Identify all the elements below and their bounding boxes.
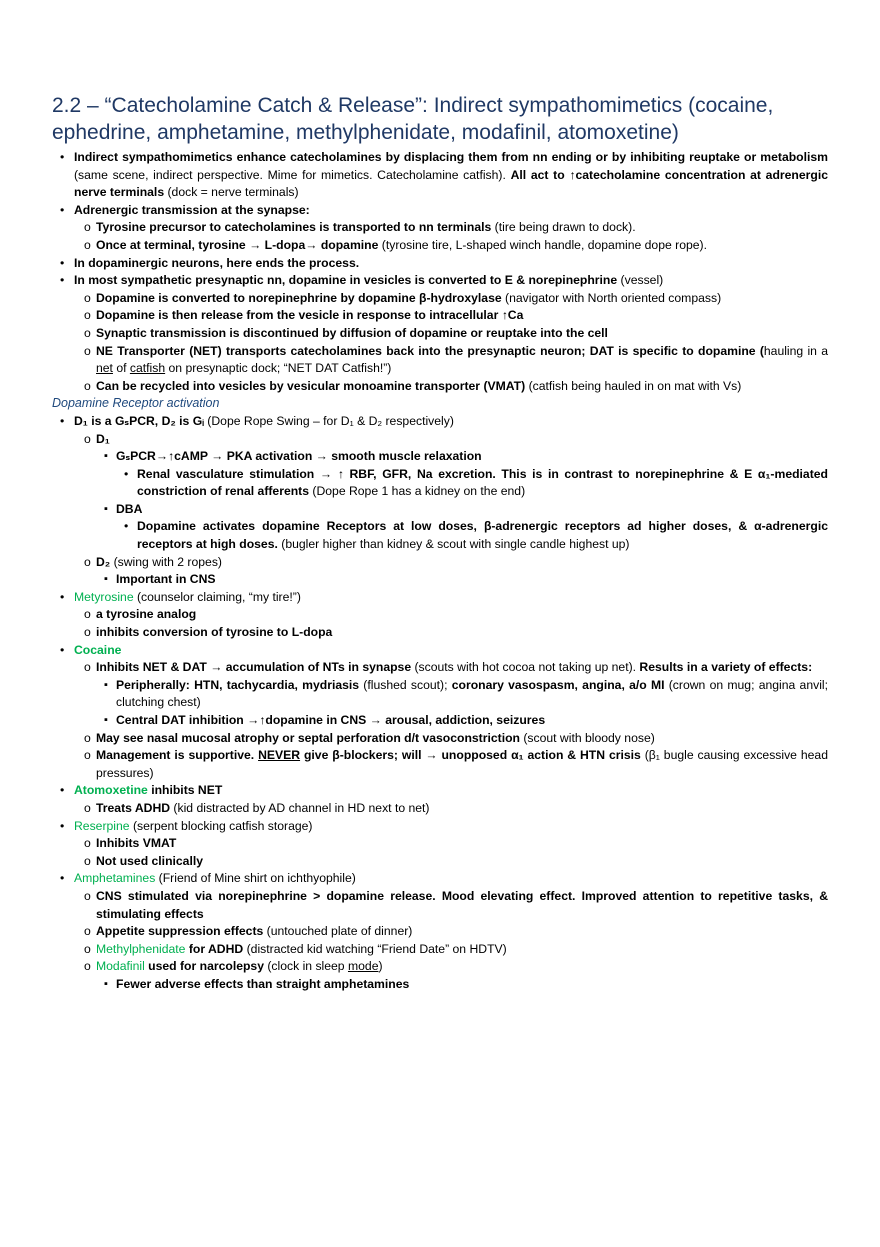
list-item: o Inhibits VMAT bbox=[52, 835, 828, 853]
list-item: o Tyrosine precursor to catecholamines is transported to nn terminals (tire being drawn to dock). bbox=[52, 219, 828, 237]
list-item: ▪ DBA bbox=[52, 501, 828, 519]
page-title: 2.2 – “Catecholamine Catch & Release”: Indirect sympathomimetics (cocaine, ephedrine, amphetamine, methylphenidate, modafinil, atomoxetine) bbox=[52, 94, 774, 144]
list-item: o Can be recycled into vesicles by vesicular monoamine transporter (VMAT) (catfish being hauled in on mat with Vs) bbox=[52, 378, 828, 396]
list-item: o May see nasal mucosal atrophy or septal perforation d/t vasoconstriction (scout with bloody nose) bbox=[52, 730, 828, 748]
list-item: o Appetite suppression effects (untouched plate of dinner) bbox=[52, 923, 828, 941]
list-item: o NE Transporter (NET) transports catecholamines back into the presynaptic neuron; DAT is specific to dopamine (hauling in a net of catfish on presynaptic dock; “NET DAT Catfish!”) bbox=[52, 343, 828, 378]
list-item: ▪ Peripherally: HTN, tachycardia, mydriasis (flushed scout); coronary vasospasm, angina, a/o MI (crown on mug; angina anvil; clutching chest) bbox=[52, 677, 828, 712]
list-item: o Management is supportive. NEVER give β-blockers; will → unopposed α₁ action & HTN crisis (β₁ bugle causing excessive head pressures) bbox=[52, 747, 828, 782]
list-item: ▪ Central DAT inhibition →↑dopamine in CNS → arousal, addiction, seizures bbox=[52, 712, 828, 730]
list-item: o D₂ (swing with 2 ropes) bbox=[52, 554, 828, 572]
list-item: • Indirect sympathomimetics enhance catecholamines by displacing them from nn ending or by inhibiting reuptake or metabolism (same scene, indirect perspective. Mime for mimetics. Catecholamine catfish). All act to ↑catecholamine concentration at adrenergic nerve terminals (dock = nerve terminals) bbox=[52, 149, 828, 202]
list-item: • D₁ is a GₛPCR, D₂ is Gᵢ (Dope Rope Swing – for D₁ & D₂ respectively) bbox=[52, 413, 828, 431]
list-item: o Methylphenidate for ADHD (distracted kid watching “Friend Date” on HDTV) bbox=[52, 941, 828, 959]
list-item: • Cocaine bbox=[52, 642, 828, 660]
list-item: o Inhibits NET & DAT → accumulation of NTs in synapse (scouts with hot cocoa not taking up net). Results in a variety of effects: bbox=[52, 659, 828, 677]
list-item: o inhibits conversion of tyrosine to L-dopa bbox=[52, 624, 828, 642]
list-item: o a tyrosine analog bbox=[52, 606, 828, 624]
notes-list bbox=[52, 149, 828, 395]
list-item: o Not used clinically bbox=[52, 853, 828, 871]
list-item: o Treats ADHD (kid distracted by AD channel in HD next to net) bbox=[52, 800, 828, 818]
list-item: o D₁ bbox=[52, 431, 828, 449]
list-item: • Renal vasculature stimulation → ↑ RBF, GFR, Na excretion. This is in contrast to norepinephrine & E α₁-mediated constriction of renal afferents (Dope Rope 1 has a kidney on the end) bbox=[52, 466, 828, 501]
list-item: o Once at terminal, tyrosine → L-dopa→ dopamine (tyrosine tire, L-shaped winch handle, dopamine dope rope). bbox=[52, 237, 828, 255]
list-item: • Adrenergic transmission at the synapse: bbox=[52, 202, 828, 220]
list-item: ▪ GₛPCR→↑cAMP → PKA activation → smooth muscle relaxation bbox=[52, 448, 828, 466]
list-item: • Atomoxetine inhibits NET bbox=[52, 782, 828, 800]
list-item: ▪ Important in CNS bbox=[52, 571, 828, 589]
receptor-list bbox=[52, 413, 828, 994]
list-item: o Dopamine is converted to norepinephrine by dopamine β-hydroxylase (navigator with North oriented compass) bbox=[52, 290, 828, 308]
list-item: o Synaptic transmission is discontinued by diffusion of dopamine or reuptake into the cell bbox=[52, 325, 828, 343]
list-item: o Modafinil used for narcolepsy (clock in sleep mode) bbox=[52, 958, 828, 976]
list-item: • Reserpine (serpent blocking catfish storage) bbox=[52, 818, 828, 836]
list-item: • Dopamine activates dopamine Receptors at low doses, β-adrenergic receptors ad higher doses, & α-adrenergic receptors at high doses. (bugler higher than kidney & scout with single candle highest up) bbox=[52, 518, 828, 553]
list-item: • In dopaminergic neurons, here ends the process. bbox=[52, 255, 828, 273]
list-item: • In most sympathetic presynaptic nn, dopamine in vesicles is converted to E & norepinephrine (vessel) bbox=[52, 272, 828, 290]
list-item: • Metyrosine (counselor claiming, “my tire!”) bbox=[52, 589, 828, 607]
list-item: ▪ Fewer adverse effects than straight amphetamines bbox=[52, 976, 828, 994]
list-item: o Dopamine is then release from the vesicle in response to intracellular ↑Ca bbox=[52, 307, 828, 325]
section-subtitle: Dopamine Receptor activation bbox=[52, 396, 220, 411]
list-item: • Amphetamines (Friend of Mine shirt on ichthyophile) bbox=[52, 870, 828, 888]
list-item: o CNS stimulated via norepinephrine > dopamine release. Mood elevating effect. Improved attention to repetitive tasks, & stimulating effects bbox=[52, 888, 828, 923]
